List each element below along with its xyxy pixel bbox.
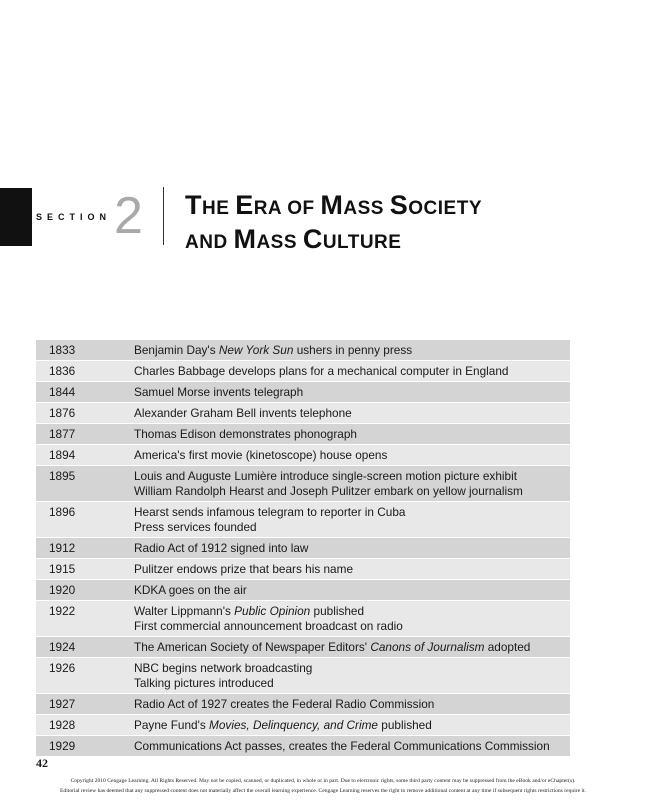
section-title-line-2: AND MASS CULTURE (185, 224, 402, 254)
timeline-events (134, 640, 570, 655)
timeline-row (36, 403, 570, 424)
timeline-year: 1920 (49, 582, 76, 597)
timeline-events (134, 406, 570, 421)
title-divider (163, 187, 164, 245)
timeline-events (134, 469, 570, 499)
timeline-event: Samuel Morse invents telegraph (134, 384, 304, 399)
timeline-event: Benjamin Day's New York Sun ushers in penny press (134, 342, 413, 357)
timeline-year: 1926 (49, 660, 76, 675)
timeline-event: Louis and Auguste Lumière introduce single-screen motion picture exhibit (134, 468, 517, 483)
timeline-event: First commercial announcement broadcast on radio (134, 618, 403, 633)
timeline-row (36, 658, 570, 694)
timeline-row (36, 382, 570, 403)
timeline-event: Radio Act of 1927 creates the Federal Radio Commission (134, 696, 435, 711)
timeline-year: 1894 (49, 447, 76, 462)
timeline-event: America's first movie (kinetoscope) house opens (134, 447, 388, 462)
timeline-events (134, 448, 570, 463)
timeline-events (134, 505, 570, 535)
timeline-event: Communications Act passes, creates the Federal Communications Commission (134, 738, 550, 753)
section-number: 2 (114, 187, 143, 245)
timeline-event: NBC begins network broadcasting (134, 660, 313, 675)
timeline-year: 1912 (49, 540, 76, 555)
timeline-row (36, 340, 570, 361)
timeline-row (36, 580, 570, 601)
timeline-row (36, 445, 570, 466)
timeline-events (134, 541, 570, 556)
copyright-line-1: Copyright 2010 Cengage Learning. All Rights Reserved. May not be copied, scanned, or duplicated, in whole or in part. Due to electronic rights, some third party content may be suppressed from the eBook and/or eChapter(s). (70, 778, 576, 784)
timeline-year: 1876 (49, 405, 76, 420)
timeline-row (36, 466, 570, 502)
copyright-notice (0, 776, 646, 796)
timeline-year: 1844 (49, 384, 76, 399)
timeline-year: 1877 (49, 426, 76, 441)
timeline-row (36, 715, 570, 736)
page-number: 42 (36, 756, 48, 770)
timeline-row (36, 502, 570, 538)
timeline-year: 1927 (49, 696, 76, 711)
section-title (185, 190, 482, 258)
timeline-year: 1896 (49, 504, 76, 519)
timeline-event: Thomas Edison demonstrates phonograph (134, 426, 357, 441)
timeline-events (134, 661, 570, 691)
timeline-row (36, 601, 570, 637)
timeline-events (134, 583, 570, 598)
timeline-row (36, 361, 570, 382)
timeline-event: Payne Fund's Movies, Delinquency, and Crime published (134, 717, 432, 732)
timeline-year: 1928 (49, 717, 76, 732)
timeline-year: 1836 (49, 363, 76, 378)
timeline-row (36, 424, 570, 445)
timeline-events (134, 739, 570, 754)
section-label: SECTION (36, 212, 112, 222)
timeline-events (134, 427, 570, 442)
timeline-events (134, 604, 570, 634)
timeline-events (134, 697, 570, 712)
timeline-row (36, 538, 570, 559)
timeline-events (134, 343, 570, 358)
timeline-year: 1833 (49, 342, 76, 357)
timeline-events (134, 718, 570, 733)
timeline-year: 1924 (49, 639, 76, 654)
timeline-event: The American Society of Newspaper Editors' Canons of Journalism adopted (134, 639, 531, 654)
timeline-event: Alexander Graham Bell invents telephone (134, 405, 352, 420)
timeline-event: Pulitzer endows prize that bears his name (134, 561, 354, 576)
section-title-line-1: THE ERA OF MASS SOCIETY (185, 190, 482, 220)
timeline-event: Hearst sends infamous telegram to reporter in Cuba (134, 504, 406, 519)
timeline-event: Walter Lippmann's Public Opinion published (134, 603, 365, 618)
timeline-row (36, 559, 570, 580)
timeline-row (36, 694, 570, 715)
timeline-row (36, 637, 570, 658)
timeline-event: Radio Act of 1912 signed into law (134, 540, 309, 555)
timeline-year: 1929 (49, 738, 76, 753)
timeline-events (134, 385, 570, 400)
timeline-event: Talking pictures introduced (134, 675, 274, 690)
timeline-event: Press services founded (134, 519, 257, 534)
section-tab-marker (0, 188, 32, 246)
copyright-line-2: Editorial review has deemed that any suppressed content does not materially affect the overall learning experience. Cengage Learning reserves the right to remove additional content at any time if subsequent rights restrictions require it. (60, 788, 586, 794)
timeline-events (134, 364, 570, 379)
timeline-event: Charles Babbage develops plans for a mechanical computer in England (134, 363, 509, 378)
timeline-year: 1895 (49, 468, 76, 483)
timeline-year: 1922 (49, 603, 76, 618)
timeline-table (36, 340, 570, 757)
timeline-year: 1915 (49, 561, 76, 576)
timeline-event: KDKA goes on the air (134, 582, 247, 597)
timeline-row (36, 736, 570, 757)
timeline-events (134, 562, 570, 577)
timeline-event: William Randolph Hearst and Joseph Pulitzer embark on yellow journalism (134, 483, 523, 498)
